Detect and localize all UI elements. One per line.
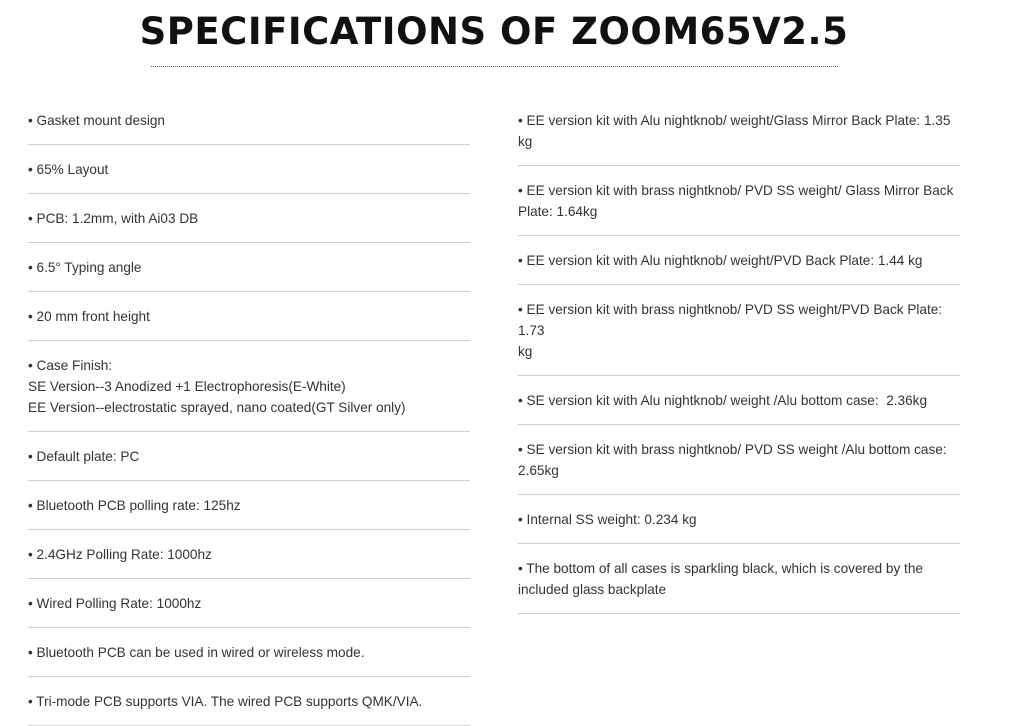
- spec-item-line: • Internal SS weight: 0.234 kg: [518, 512, 697, 527]
- spec-item: [28, 145, 470, 194]
- spec-item: [518, 285, 960, 376]
- spec-item-line: • EE version kit with brass nightknob/ PVD SS weight/ Glass Mirror Back: [518, 183, 954, 198]
- spec-item: [28, 677, 470, 726]
- spec-item: [518, 376, 960, 425]
- spec-item: [28, 194, 470, 243]
- spec-list-left: [28, 96, 470, 726]
- spec-item-line: • EE version kit with Alu nightknob/ weight/Glass Mirror Back Plate: 1.35 kg: [518, 113, 955, 149]
- spec-item-line: • 6.5° Typing angle: [28, 260, 142, 275]
- spec-item: [28, 243, 470, 292]
- spec-item-line: • 65% Layout: [28, 162, 109, 177]
- spec-item-line: • PCB: 1.2mm, with Ai03 DB: [28, 211, 199, 226]
- spec-item-line: 2.65kg: [518, 463, 559, 478]
- spec-item-line: • EE version kit with Alu nightknob/ weight/PVD Back Plate: 1.44 kg: [518, 253, 923, 268]
- spec-item-line: • 2.4GHz Polling Rate: 1000hz: [28, 547, 212, 562]
- spec-item-line: • Default plate: PC: [28, 449, 140, 464]
- spec-item: [28, 530, 470, 579]
- page-title: SPECIFICATIONS OF ZOOM65V2.5: [139, 10, 849, 53]
- spec-item-line: • Wired Polling Rate: 1000hz: [28, 596, 202, 611]
- spec-item: [518, 96, 960, 166]
- spec-item: [28, 96, 470, 145]
- spec-item-line: SE Version--3 Anodized +1 Electrophoresis(E-White): [28, 379, 346, 394]
- spec-item-line: included glass backplate: [518, 582, 667, 597]
- spec-item-line: • Bluetooth PCB polling rate: 125hz: [28, 498, 241, 513]
- spec-item: [28, 481, 470, 530]
- spec-item-line: EE Version--electrostatic sprayed, nano coated(GT Silver only): [28, 400, 406, 415]
- title-divider: [151, 66, 838, 67]
- spec-item: [518, 166, 960, 236]
- spec-item-line: kg: [518, 344, 533, 359]
- spec-item-line: • The bottom of all cases is sparkling black, which is covered by the: [518, 561, 923, 576]
- spec-item: [28, 579, 470, 628]
- spec-item: [518, 236, 960, 285]
- spec-item-line: • EE version kit with brass nightknob/ PVD SS weight/PVD Back Plate: 1.73: [518, 302, 946, 338]
- spec-item-line: • Bluetooth PCB can be used in wired or wireless mode.: [28, 645, 365, 660]
- spec-item-line: • SE version kit with Alu nightknob/ weight /Alu bottom case: 2.36kg: [518, 393, 928, 408]
- spec-item-line: • Case Finish:: [28, 358, 113, 373]
- spec-item: [518, 544, 960, 614]
- spec-item-line: Plate: 1.64kg: [518, 204, 598, 219]
- spec-item: [518, 425, 960, 495]
- spec-item-line: • SE version kit with brass nightknob/ PVD SS weight /Alu bottom case:: [518, 442, 947, 457]
- spec-item: [28, 341, 470, 432]
- spec-item: [28, 432, 470, 481]
- spec-item: [28, 292, 470, 341]
- spec-item-line: • 20 mm front height: [28, 309, 150, 324]
- spec-item-line: • Tri-mode PCB supports VIA. The wired PCB supports QMK/VIA.: [28, 694, 423, 709]
- spec-list-right: [518, 96, 960, 614]
- spec-item-line: • Gasket mount design: [28, 113, 165, 128]
- spec-item: [518, 495, 960, 544]
- spec-item: [28, 628, 470, 677]
